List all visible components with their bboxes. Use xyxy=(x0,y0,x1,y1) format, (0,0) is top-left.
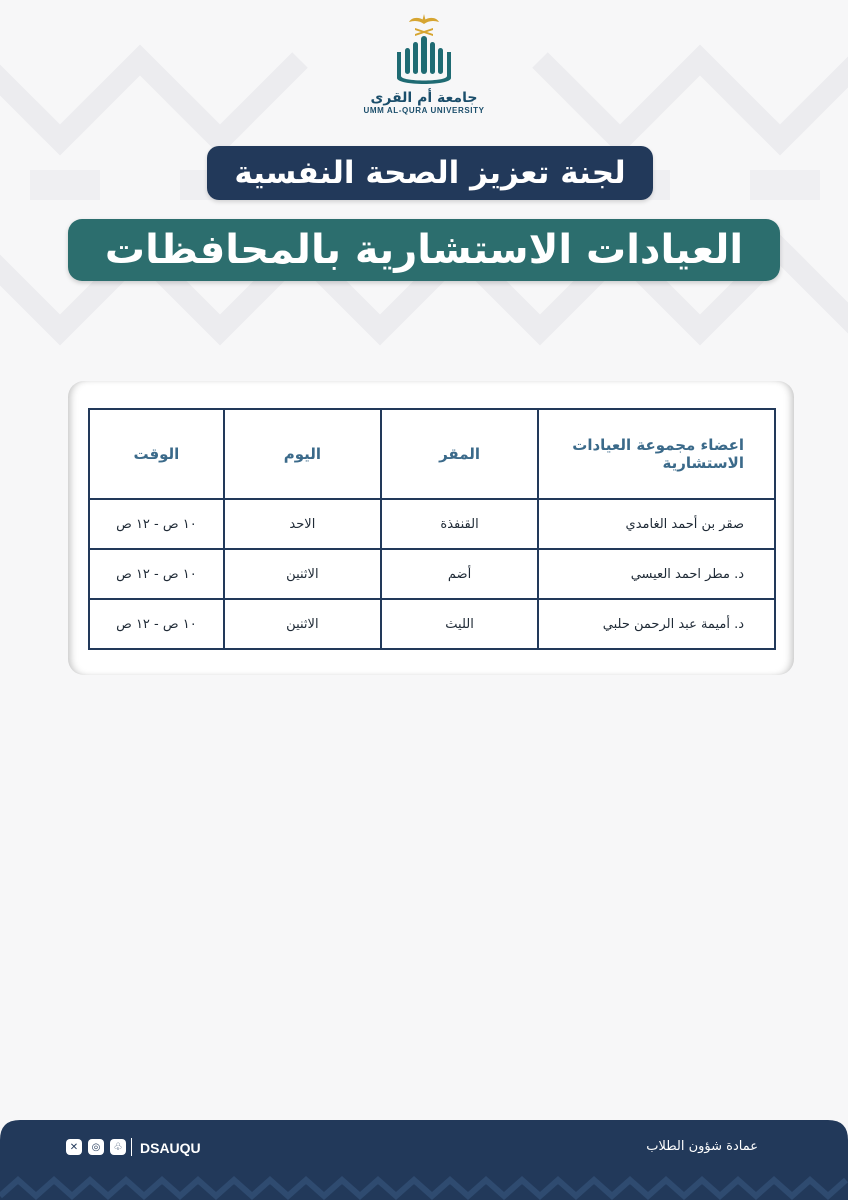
table-row xyxy=(89,599,775,649)
column-header-location: المقر xyxy=(381,409,538,499)
snapchat-icon[interactable]: ♧ xyxy=(110,1139,126,1155)
column-header-time: الوقت xyxy=(89,409,224,499)
location-cell: الليث xyxy=(381,599,538,649)
member-name-cell: د. أميمة عبد الرحمن حلبي xyxy=(538,599,775,649)
day-cell: الاحد xyxy=(224,499,381,549)
day-cell: الاثنين xyxy=(224,549,381,599)
table-header-row xyxy=(89,409,775,499)
member-name-cell: د. مطر احمد العيسي xyxy=(538,549,775,599)
social-handle: DSAUQU xyxy=(140,1140,201,1156)
time-cell: ١٠ ص - ١٢ ص xyxy=(89,499,224,549)
footer-divider xyxy=(131,1138,132,1156)
committee-heading: لجنة تعزيز الصحة النفسية xyxy=(207,146,653,200)
column-header-day: اليوم xyxy=(224,409,381,499)
location-cell: أضم xyxy=(381,549,538,599)
page-title: العيادات الاستشارية بالمحافظات xyxy=(68,219,780,281)
time-cell: ١٠ ص - ١٢ ص xyxy=(89,549,224,599)
instagram-icon[interactable]: ◎ xyxy=(88,1139,104,1155)
footer-background xyxy=(0,1120,848,1200)
table-row xyxy=(89,499,775,549)
clinics-table xyxy=(88,408,776,650)
column-header-members: اعضاء مجموعة العيادات الاستشارية xyxy=(538,409,775,499)
day-cell: الاثنين xyxy=(224,599,381,649)
member-name-cell: صقر بن أحمد الغامدي xyxy=(538,499,775,549)
department-name: عمادة شؤون الطلاب xyxy=(646,1139,758,1154)
schedule-card xyxy=(68,381,794,675)
table-row xyxy=(89,549,775,599)
x-icon[interactable]: ✕ xyxy=(66,1139,82,1155)
university-name-ar: جامعة أم القرى xyxy=(370,90,478,106)
location-cell: القنفذة xyxy=(381,499,538,549)
time-cell: ١٠ ص - ١٢ ص xyxy=(89,599,224,649)
footer xyxy=(0,1120,848,1200)
university-logo xyxy=(344,12,504,132)
university-name-en: UMM AL-QURA UNIVERSITY xyxy=(363,106,485,115)
university-emblem-icon xyxy=(389,12,459,92)
